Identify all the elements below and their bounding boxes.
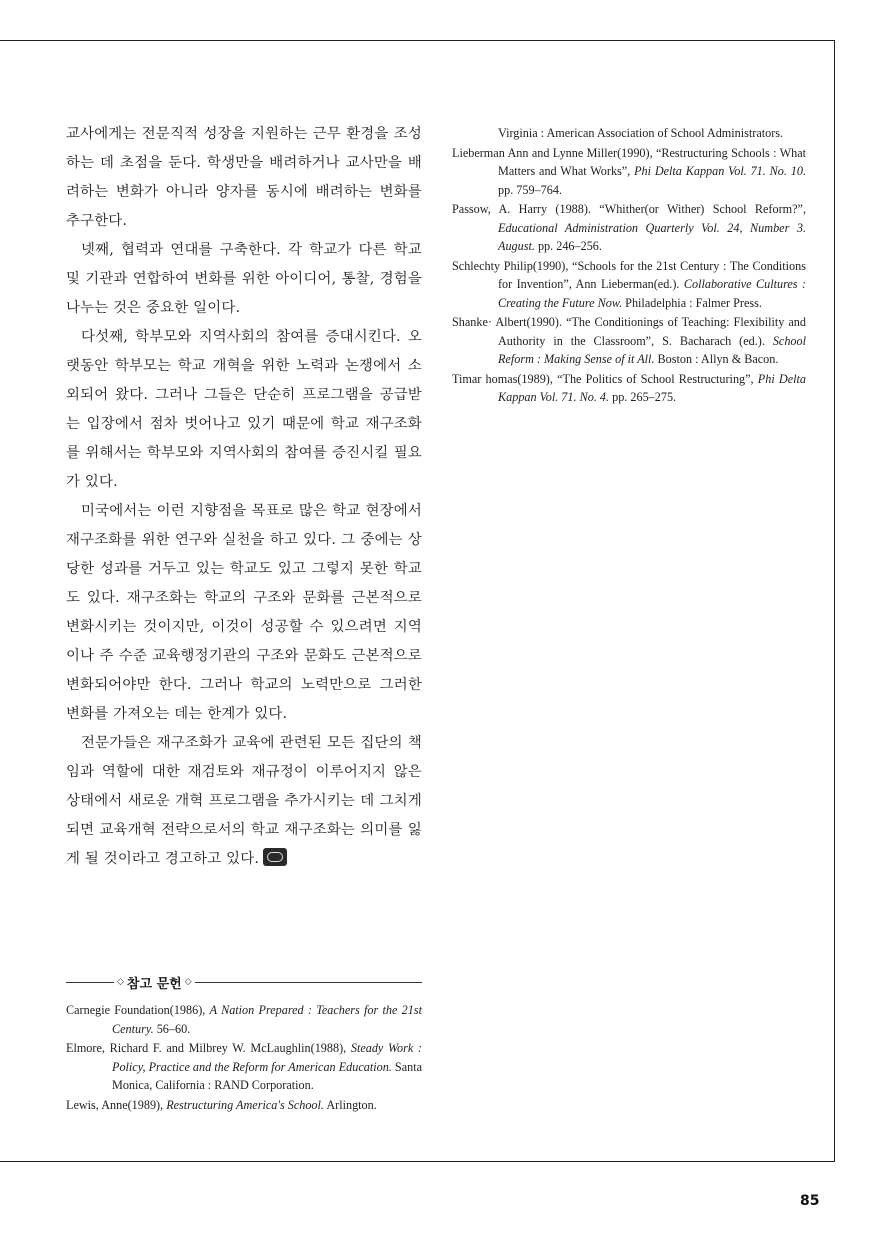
body-paragraph: 미국에서는 이런 지향점을 목표로 많은 학교 현장에서 재구조화를 위한 연구와 실천을 하고 있다. 그 중에는 상당한 성과를 거두고 있는 학교도 있고 그렇지 못한 학교도 있다. 재구조화는 학교의 구조와 문화를 근본적으로 변화시키는 것이지만, 이것이 성공할 수 있으려면 지역이나 주 수준 교육행정기관의 구조와 문화도 근본적으로 변화되어야만 한다. 그러나 학교의 노력만으로 그러한 변화를 가져오는 데는 한계가 있다. xyxy=(66,503,422,722)
references-rule-right xyxy=(195,982,422,983)
references-rule-left xyxy=(66,982,114,983)
reference-continuation: Virginia : American Association of School Administrators. xyxy=(498,126,784,140)
references-left-column xyxy=(66,1001,422,1115)
reference-entry: Carnegie Foundation(1986), A Nation Prepared : Teachers for the 21st Century. 56–60. xyxy=(66,1003,422,1036)
reference-entry: Shanke· Albert(1990). “The Conditionings of Teaching: Flexibility and Authority in the Classroom”, S. Bacharach (ed.). School Reform : Making Sense of it All. Boston : Allyn & Bacon. xyxy=(452,315,806,366)
reference-entry: Timar homas(1989), “The Politics of School Restructuring”, Phi Delta Kappan Vol. 71. No. 4. pp. 265–275. xyxy=(452,371,806,404)
body-paragraph-last xyxy=(66,729,422,874)
bottom-rule xyxy=(0,1161,835,1162)
reference-entry: Passow, A. Harry (1988). “Whither(or Wither) School Reform?”, Educational Administration Quarterly Vol. 24, Number 3. August. pp. 246–256. xyxy=(452,202,806,253)
reference-entry: Lieberman Ann and Lynne Miller(1990), “Restructuring Schools : What Matters and What Works”, Phi Delta Kappan Vol. 71. No. 10. pp. 759–764. xyxy=(452,145,806,197)
references-right-column xyxy=(452,124,806,408)
end-mark-icon xyxy=(263,848,287,866)
body-paragraph: 교사에게는 전문직적 성장을 지원하는 근무 환경을 조성하는 데 초점을 둔다. 학생만을 배려하거나 교사만을 배려하는 변화가 아니라 양자를 동시에 배려하는 변화를 추구한다. xyxy=(66,126,422,229)
page-number: 85 xyxy=(800,1193,820,1209)
diamond-icon: ◇ xyxy=(184,977,192,987)
body-paragraph-text: 전문가들은 재구조화가 교육에 관련된 모든 집단의 책임과 역할에 대한 재검토와 재규정이 이루어지지 않은 상태에서 새로운 개혁 프로그램을 추가시키는 데 그치게 되면 교육개혁 전략으로서의 학교 재구조화는 의미를 잃게 될 것이라고 경고하고 있다. xyxy=(66,735,422,867)
top-rule xyxy=(0,40,834,41)
body-paragraph: 다섯째, 학부모와 지역사회의 참여를 증대시킨다. 오랫동안 학부모는 학교 개혁을 위한 노력과 논쟁에서 소외되어 왔다. 그러나 그들은 단순히 프로그램을 공급받는 입장에서 점차 벗어나고 있기 때문에 학교 재구조화를 위해서는 학부모와 지역사회의 참여를 증진시킬 필요가 있다. xyxy=(66,329,422,490)
reference-entry: Elmore, Richard F. and Milbrey W. McLaughlin(1988), Steady Work : Policy, Practice and the Reform for American Education. Santa Monica, California : RAND Corporation. xyxy=(66,1041,423,1092)
body-text-column xyxy=(66,120,422,874)
references-title: 참고 문헌 xyxy=(126,976,182,992)
body-paragraph: 넷째, 협력과 연대를 구축한다. 각 학교가 다른 학교 및 기관과 연합하여 변화를 위한 아이디어, 통찰, 경험을 나누는 것은 중요한 일이다. xyxy=(66,242,422,316)
reference-entry: Schlechty Philip(1990), “Schools for the 21st Century : The Conditions for Invention”, Ann Lieberman(ed.). Collaborative Cultures : Creating the Future Now. Philadelphia : Falmer Press. xyxy=(452,258,806,310)
right-rule xyxy=(834,40,835,1162)
diamond-icon: ◇ xyxy=(117,977,124,987)
references-header xyxy=(66,972,422,992)
reference-entry: Lewis, Anne(1989), Restructuring America's School. Arlington. xyxy=(66,1097,377,1112)
